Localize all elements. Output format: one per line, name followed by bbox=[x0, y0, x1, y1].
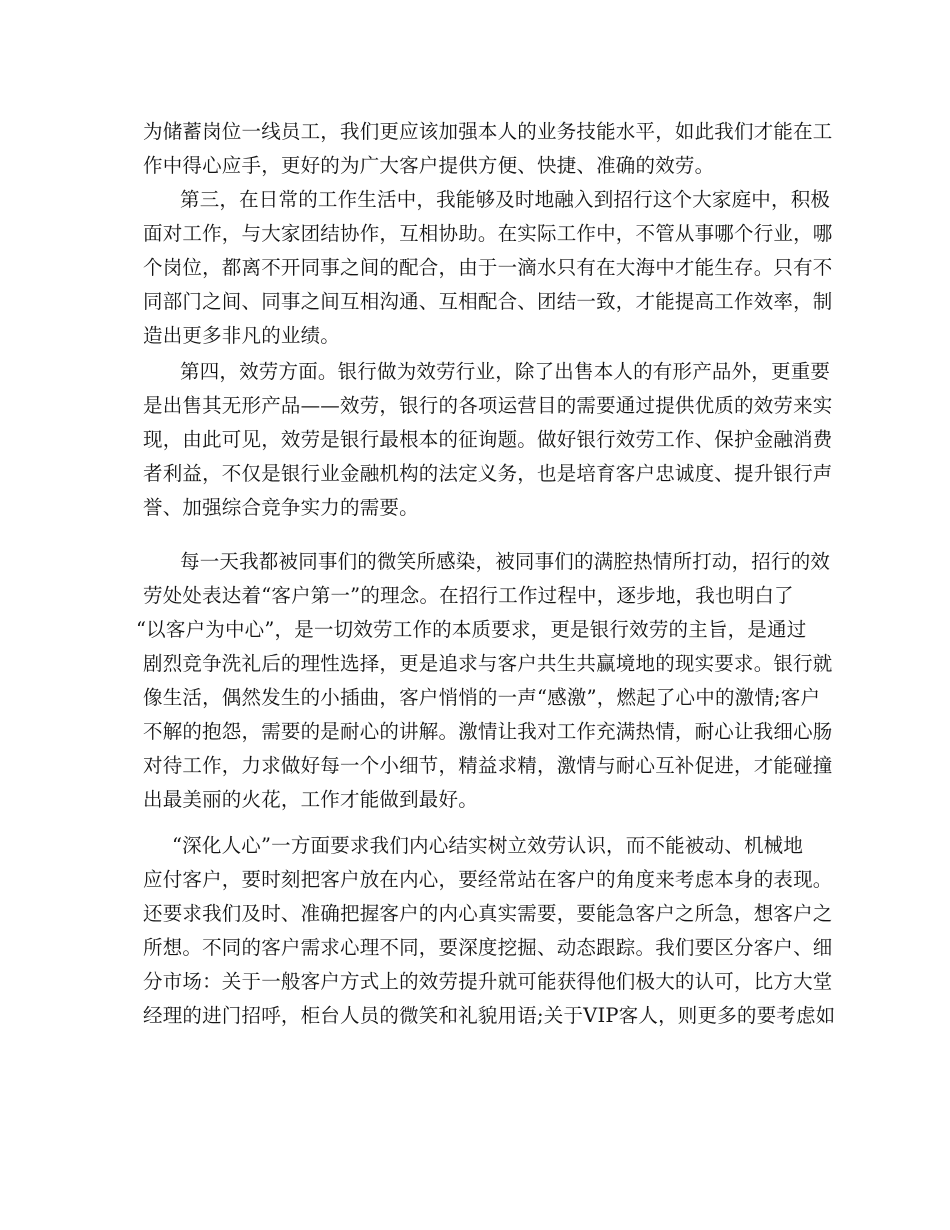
text-line: 分市场：关于一般客户方式上的效劳提升就可能获得他们极大的认可，比方大堂 bbox=[143, 970, 833, 993]
paragraph-start-line: 第三，在日常的工作生活中，我能够及时地融入到招行这个大家庭中，积极 bbox=[180, 188, 831, 211]
text-line: 像生活，偶然发生的小插曲，客户悄悄的一声“感激”，燃起了心中的激情;客户 bbox=[143, 686, 821, 709]
text-line: 劳处处表达着“客户第一”的理念。在招行工作过程中，逐步地，我也明白了 bbox=[143, 584, 794, 607]
text-line: 对待工作，力求做好每一个小细节，精益求精，激情与耐心互补促进，才能碰撞 bbox=[143, 754, 833, 777]
paragraph-start-line: 第四，效劳方面。银行做为效劳行业，除了出售本人的有形产品外，更重要 bbox=[180, 360, 831, 383]
text-line: 经理的进门招呼，柜台人员的微笑和礼貌用语;关于VIP客人，则更多的要考虑如 bbox=[143, 1004, 836, 1027]
text-line: 誉、加强综合竞争实力的需要。 bbox=[143, 496, 419, 519]
text-line: 面对工作，与大家团结协作，互相协助。在实际工作中，不管从事哪个行业，哪 bbox=[143, 222, 833, 245]
text-line: 剧烈竞争洗礼后的理性选择，更是追求与客户共生共赢境地的现实要求。银行就 bbox=[143, 652, 833, 675]
text-line: 不解的抱怨，需要的是耐心的讲解。激情让我对工作充满热情，耐心让我细心肠 bbox=[143, 720, 833, 743]
text-line: 作中得心应手，更好的为广大客户提供方便、快捷、准确的效劳。 bbox=[143, 154, 715, 177]
text-line: 者利益，不仅是银行业金融机构的法定义务，也是培育客户忠诚度、提升银行声 bbox=[143, 462, 833, 485]
paragraph-start-line: 每一天我都被同事们的微笑所感染，被同事们的满腔热情所打动，招行的效 bbox=[180, 550, 831, 573]
text-line: 造出更多非凡的业绩。 bbox=[143, 324, 341, 347]
text-line: 所想。不同的客户需求心理不同，要深度挖掘、动态跟踪。我们要区分客户、细 bbox=[143, 936, 833, 959]
text-line: 同部门之间、同事之间互相沟通、互相配合、团结一致，才能提高工作效率，制 bbox=[143, 290, 833, 313]
paragraph-start-line: “深化人心”一方面要求我们内心结实树立效劳认识，而不能被动、机械地 bbox=[172, 834, 804, 857]
text-line: 是出售其无形产品——效劳，银行的各项运营目的需要通过提供优质的效劳来实 bbox=[143, 394, 833, 417]
text-line: 为储蓄岗位一线员工，我们更应该加强本人的业务技能水平，如此我们才能在工 bbox=[143, 120, 833, 143]
text-line: 应付客户，要时刻把客户放在内心，要经常站在客户的角度来考虑本身的表现。 bbox=[143, 868, 833, 891]
text-line: 个岗位，都离不开同事之间的配合，由于一滴水只有在大海中才能生存。只有不 bbox=[143, 256, 833, 279]
text-line: “以客户为中心”，是一切效劳工作的本质要求，更是银行效劳的主旨，是通过 bbox=[136, 618, 807, 641]
text-line: 现，由此可见，效劳是银行最根本的征询题。做好银行效劳工作、保护金融消费 bbox=[143, 428, 833, 451]
text-line: 出最美丽的火花，工作才能做到最好。 bbox=[143, 788, 478, 811]
text-line: 还要求我们及时、准确把握客户的内心真实需要，要能急客户之所急，想客户之 bbox=[143, 902, 833, 925]
